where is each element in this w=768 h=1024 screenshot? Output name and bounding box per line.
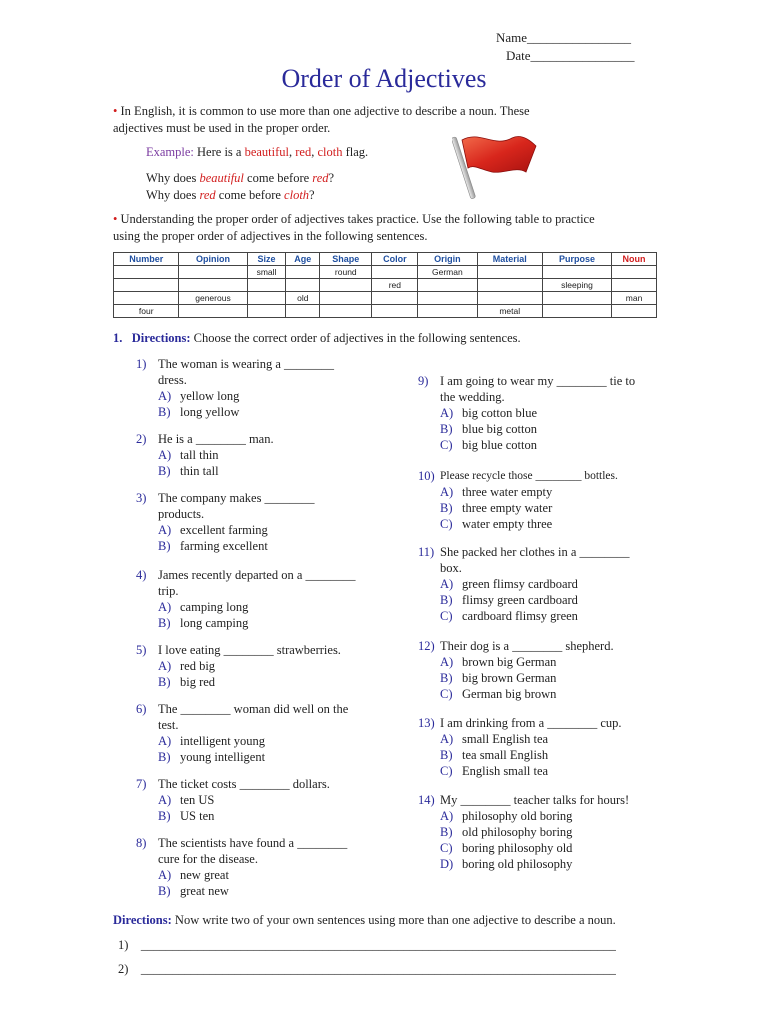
- answer-option[interactable]: [440, 670, 556, 686]
- option-text: boring philosophy old: [462, 841, 573, 855]
- option-text: three water empty: [462, 485, 553, 499]
- directions-text: Choose the correct order of adjectives in the following sentences.: [190, 331, 521, 345]
- option-letter: A): [158, 448, 172, 462]
- answer-option[interactable]: [440, 731, 548, 747]
- answer-option[interactable]: [440, 654, 556, 670]
- practice-line-1: Understanding the proper order of adjectives takes practice. Use the following table to practice: [117, 212, 595, 226]
- q-word: red: [312, 171, 329, 185]
- col-shape: Shape: [320, 253, 372, 266]
- table-cell[interactable]: [542, 266, 611, 279]
- practice-line-2: using the proper order of adjectives in the following sentences.: [113, 229, 428, 243]
- answer-option[interactable]: [440, 516, 552, 532]
- answer-option[interactable]: [440, 437, 537, 453]
- answer-option[interactable]: [440, 824, 572, 840]
- question-stem: I love eating ________ strawberries.: [158, 643, 341, 657]
- option-letter: B): [158, 750, 171, 764]
- option-text: US ten: [180, 809, 215, 823]
- table-cell[interactable]: [286, 305, 320, 318]
- option-text: tall thin: [180, 448, 219, 462]
- table-cell[interactable]: [477, 266, 542, 279]
- table-cell[interactable]: [477, 279, 542, 292]
- directions-2: [113, 913, 616, 928]
- question-number: 12): [418, 639, 435, 653]
- col-purpose: Purpose: [542, 253, 611, 266]
- table-cell[interactable]: generous: [179, 292, 247, 305]
- option-letter: A): [158, 389, 172, 403]
- option-letter: A): [440, 809, 454, 823]
- option-text: young intelligent: [180, 750, 266, 764]
- option-text: long camping: [180, 616, 249, 630]
- table-cell[interactable]: [286, 279, 320, 292]
- example-sep: ,: [289, 145, 296, 159]
- table-cell[interactable]: [612, 266, 657, 279]
- table-cell[interactable]: [320, 305, 372, 318]
- option-text: farming excellent: [180, 539, 268, 553]
- option-text: blue big cotton: [462, 422, 537, 436]
- col-color: Color: [372, 253, 418, 266]
- table-cell[interactable]: metal: [477, 305, 542, 318]
- question-stem: I am going to wear my ________ tie to the wedding.: [440, 374, 636, 404]
- table-cell[interactable]: sleeping: [542, 279, 611, 292]
- why-question-1: [146, 170, 334, 187]
- answer-option[interactable]: [440, 421, 537, 437]
- question-stem: She packed her clothes in a ________ box.: [440, 545, 630, 575]
- directions-label: Directions:: [113, 913, 172, 927]
- option-letter: C): [440, 841, 453, 855]
- question-stem: Please recycle those ________ bottles.: [440, 470, 618, 482]
- q-word: cloth: [284, 188, 310, 202]
- answer-option[interactable]: [158, 463, 219, 479]
- q-text: Why does: [146, 171, 200, 185]
- answer-option[interactable]: [440, 747, 548, 763]
- table-cell[interactable]: [418, 279, 477, 292]
- option-letter: B): [158, 464, 171, 478]
- example-word: beautiful: [244, 145, 290, 159]
- answer-option[interactable]: [158, 733, 265, 749]
- answer-option[interactable]: [158, 388, 239, 404]
- answer-option[interactable]: [158, 808, 214, 824]
- option-text: big blue cotton: [462, 438, 537, 452]
- question-number: 2): [136, 432, 147, 446]
- table-cell[interactable]: red: [372, 279, 418, 292]
- option-text: big red: [180, 675, 216, 689]
- option-letter: A): [440, 655, 454, 669]
- intro-line-2: adjectives must be used in the proper order.: [113, 121, 331, 135]
- directions-num: 1.: [113, 331, 123, 345]
- table-cell[interactable]: [477, 292, 542, 305]
- example-sentence: [146, 144, 368, 161]
- option-letter: A): [158, 868, 172, 882]
- table-cell[interactable]: [372, 266, 418, 279]
- option-letter: A): [158, 659, 172, 673]
- option-letter: C): [440, 517, 453, 531]
- table-cell[interactable]: [612, 279, 657, 292]
- answer-option[interactable]: [158, 404, 239, 420]
- option-text: philosophy old boring: [462, 809, 573, 823]
- col-size: Size: [247, 253, 286, 266]
- option-text: three empty water: [462, 501, 553, 515]
- option-letter: B): [440, 748, 453, 762]
- example-word: cloth: [317, 145, 343, 159]
- bullet: •: [113, 104, 118, 118]
- question-number: 7): [136, 777, 147, 791]
- question-number: 3): [136, 491, 147, 505]
- question-number: 8): [136, 836, 147, 850]
- table-row: [114, 279, 657, 292]
- answer-option[interactable]: [440, 405, 537, 421]
- example-word: red: [295, 145, 312, 159]
- question-number: 5): [136, 643, 147, 657]
- question-number: 1): [136, 357, 147, 371]
- answer-option[interactable]: [440, 576, 578, 592]
- table-cell[interactable]: [179, 279, 247, 292]
- option-text: thin tall: [180, 464, 219, 478]
- option-letter: B): [440, 671, 453, 685]
- option-letter: B): [158, 675, 171, 689]
- table-cell[interactable]: [542, 292, 611, 305]
- option-text: intelligent young: [180, 734, 266, 748]
- example-sep: ,: [311, 145, 318, 159]
- table-cell[interactable]: [320, 292, 372, 305]
- directions-label: Directions:: [131, 331, 191, 345]
- option-letter: B): [440, 593, 453, 607]
- option-text: small English tea: [462, 732, 549, 746]
- answer-option[interactable]: [158, 883, 229, 899]
- intro-line-1: In English, it is common to use more than one adjective to describe a noun. These: [117, 104, 530, 118]
- q-text: come before: [215, 188, 285, 202]
- option-letter: C): [440, 687, 453, 701]
- option-letter: A): [440, 485, 454, 499]
- answer-option[interactable]: [440, 856, 572, 872]
- q-text: Why does: [146, 188, 200, 202]
- option-text: flimsy green cardboard: [462, 593, 578, 607]
- answer-blank[interactable]: ____________________________________________________________________________: [140, 938, 616, 952]
- question-stem: The ________ woman did well on the test.: [158, 702, 349, 732]
- option-letter: B): [158, 809, 171, 823]
- col-number: Number: [114, 253, 179, 266]
- table-cell[interactable]: old: [286, 292, 320, 305]
- answer-option[interactable]: [440, 592, 578, 608]
- question-number: 10): [418, 469, 435, 483]
- answer-option[interactable]: [158, 615, 248, 631]
- table-cell[interactable]: four: [114, 305, 179, 318]
- question-number: 14): [418, 793, 435, 807]
- answer-line-1[interactable]: [118, 938, 616, 953]
- table-cell[interactable]: round: [320, 266, 372, 279]
- table-cell[interactable]: [418, 292, 477, 305]
- question-stem: I am drinking from a ________ cup.: [440, 716, 622, 730]
- option-text: excellent farming: [180, 523, 268, 537]
- option-letter: B): [158, 539, 171, 553]
- table-cell[interactable]: [320, 279, 372, 292]
- table-cell[interactable]: [612, 305, 657, 318]
- col-noun: Noun: [612, 253, 657, 266]
- table-cell[interactable]: [247, 292, 286, 305]
- option-letter: A): [440, 577, 454, 591]
- bullet: •: [113, 212, 118, 226]
- red-flag-icon: [452, 128, 542, 208]
- question-number: 13): [418, 716, 435, 730]
- table-cell[interactable]: small: [247, 266, 286, 279]
- col-material: Material: [477, 253, 542, 266]
- option-text: German big brown: [462, 687, 557, 701]
- option-letter: A): [440, 406, 454, 420]
- table-cell[interactable]: German: [418, 266, 477, 279]
- answer-option[interactable]: [440, 484, 552, 500]
- answer-option[interactable]: [158, 749, 265, 765]
- example-text: Here is a: [193, 145, 245, 159]
- col-origin: Origin: [418, 253, 477, 266]
- option-letter: D): [440, 857, 454, 871]
- option-letter: B): [158, 884, 171, 898]
- answer-option[interactable]: [440, 808, 572, 824]
- table-row: [114, 292, 657, 305]
- question-number: 6): [136, 702, 147, 716]
- option-text: English small tea: [462, 764, 549, 778]
- q-word: red: [199, 188, 216, 202]
- why-question-2: [146, 187, 315, 204]
- name-field[interactable]: Name________________: [496, 30, 632, 45]
- answer-option[interactable]: [158, 867, 229, 883]
- date-field[interactable]: Date________________: [506, 48, 635, 63]
- answer-option[interactable]: [158, 599, 248, 615]
- q-text: ?: [309, 188, 315, 202]
- answer-blank[interactable]: ____________________________________________________________________________: [140, 962, 616, 976]
- answer-num: 2): [118, 962, 129, 976]
- example-text: flag.: [342, 145, 369, 159]
- page-title: Order of Adjectives: [281, 64, 487, 93]
- answer-option[interactable]: [158, 792, 214, 808]
- table-cell[interactable]: [418, 305, 477, 318]
- option-text: new great: [180, 868, 229, 882]
- q-word: beautiful: [199, 171, 244, 185]
- option-text: big cotton blue: [462, 406, 537, 420]
- answer-option[interactable]: [440, 840, 572, 856]
- option-letter: A): [440, 732, 454, 746]
- question-stem: My ________ teacher talks for hours!: [440, 793, 630, 807]
- option-text: long yellow: [180, 405, 240, 419]
- answer-option[interactable]: [440, 686, 556, 702]
- option-text: water empty three: [462, 517, 553, 531]
- table-cell[interactable]: [542, 305, 611, 318]
- answer-option[interactable]: [158, 447, 219, 463]
- option-letter: A): [158, 734, 172, 748]
- table-cell[interactable]: [372, 305, 418, 318]
- option-text: boring old philosophy: [462, 857, 573, 871]
- answer-num: 1): [118, 938, 129, 952]
- option-text: big brown German: [462, 671, 557, 685]
- table-cell[interactable]: [372, 292, 418, 305]
- intro-paragraph: [113, 103, 633, 137]
- answer-option[interactable]: [158, 658, 215, 674]
- table-header-row: [114, 253, 657, 266]
- table-cell[interactable]: [114, 279, 179, 292]
- option-text: camping long: [180, 600, 249, 614]
- answer-option[interactable]: [440, 500, 552, 516]
- table-cell[interactable]: [114, 292, 179, 305]
- q-text: ?: [328, 171, 335, 185]
- option-letter: B): [440, 825, 453, 839]
- practice-paragraph: [113, 211, 658, 245]
- option-letter: A): [158, 600, 172, 614]
- option-letter: B): [158, 405, 171, 419]
- option-letter: A): [158, 793, 172, 807]
- option-text: ten US: [180, 793, 215, 807]
- option-text: tea small English: [462, 748, 549, 762]
- table-cell[interactable]: [286, 266, 320, 279]
- answer-option[interactable]: [440, 763, 548, 779]
- question-stem: Their dog is a ________ shepherd.: [440, 639, 614, 653]
- answer-option[interactable]: [158, 674, 215, 690]
- table-cell[interactable]: man: [612, 292, 657, 305]
- question-stem: James recently departed on a ________ trip.: [158, 568, 356, 598]
- directions-text: Now write two of your own sentences using more than one adjective to describe a noun.: [171, 913, 616, 927]
- option-text: old philosophy boring: [462, 825, 573, 839]
- question-stem: The woman is wearing a ________ dress.: [158, 357, 335, 387]
- option-text: great new: [180, 884, 229, 898]
- answer-option[interactable]: [158, 538, 268, 554]
- option-letter: B): [440, 501, 453, 515]
- col-opinion: Opinion: [179, 253, 247, 266]
- question-stem: The company makes ________ products.: [158, 491, 315, 521]
- option-letter: A): [158, 523, 172, 537]
- question-number: 9): [418, 374, 429, 388]
- table-cell[interactable]: [247, 305, 286, 318]
- question-stem: He is a ________ man.: [158, 432, 274, 446]
- option-letter: C): [440, 609, 453, 623]
- col-age: Age: [286, 253, 320, 266]
- table-cell[interactable]: [247, 279, 286, 292]
- table-cell[interactable]: [179, 305, 247, 318]
- example-label: Example:: [146, 145, 194, 159]
- question-number: 11): [418, 545, 435, 559]
- directions-1: [113, 331, 521, 346]
- option-letter: C): [440, 438, 453, 452]
- adjective-order-table: [113, 252, 657, 318]
- option-text: green flimsy cardboard: [462, 577, 578, 591]
- table-row: [114, 266, 657, 279]
- option-text: brown big German: [462, 655, 557, 669]
- option-text: red big: [180, 659, 216, 673]
- question-number: 4): [136, 568, 147, 582]
- answer-option[interactable]: [440, 608, 578, 624]
- question-stem: The ticket costs ________ dollars.: [158, 777, 330, 791]
- answer-line-2[interactable]: [118, 962, 616, 977]
- option-text: yellow long: [180, 389, 240, 403]
- option-letter: B): [440, 422, 453, 436]
- question-stem: The scientists have found a ________ cure for the disease.: [158, 836, 348, 866]
- table-cell[interactable]: [114, 266, 179, 279]
- q-text: come before: [243, 171, 313, 185]
- option-letter: C): [440, 764, 453, 778]
- option-text: cardboard flimsy green: [462, 609, 578, 623]
- answer-option[interactable]: [158, 522, 268, 538]
- table-row: [114, 305, 657, 318]
- option-letter: B): [158, 616, 171, 630]
- table-cell[interactable]: [179, 266, 247, 279]
